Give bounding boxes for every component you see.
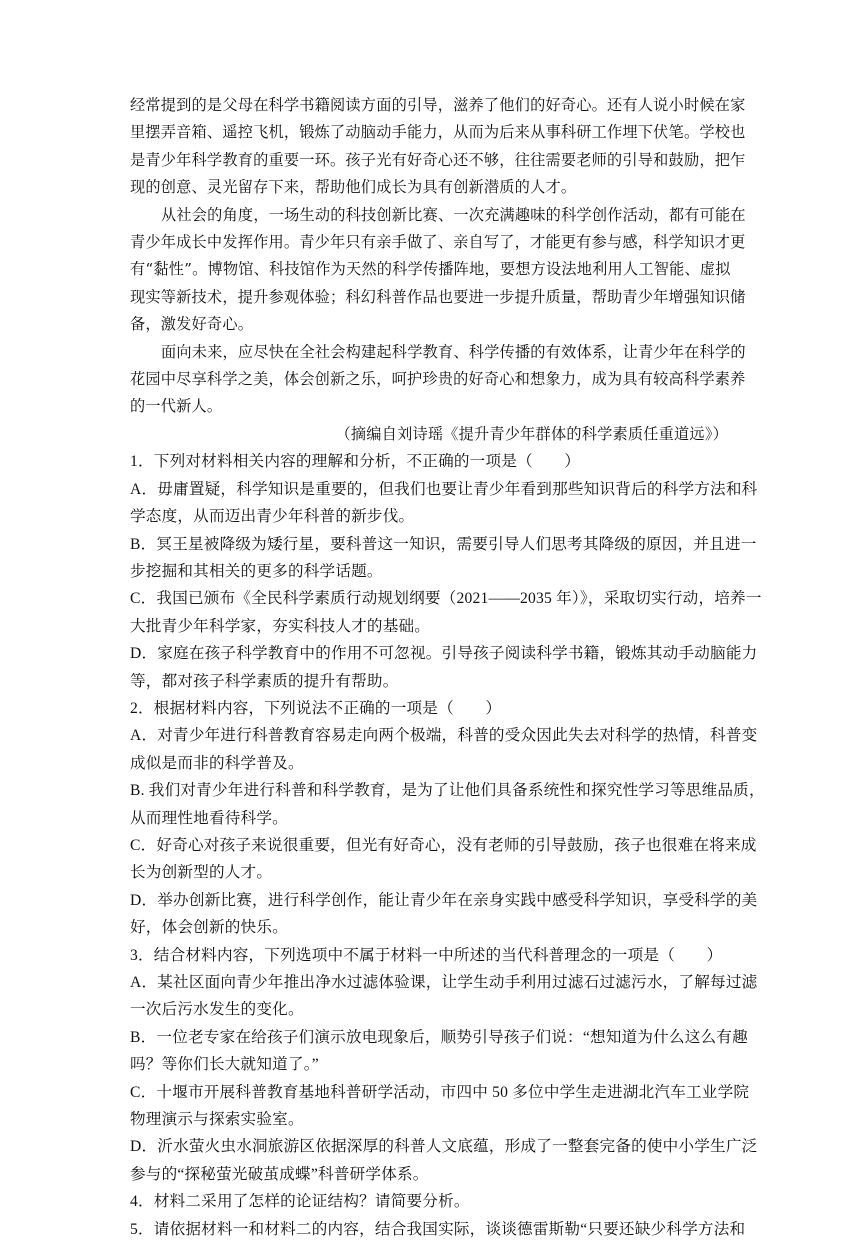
answer-option-line: A．某社区面向青少年推出净水过滤体验课，让学生动手利用过滤石过滤污水，了解每过滤 [130,974,758,991]
answer-option-line: D．家庭在孩子科学教育中的作用不可忽视。引导孩子阅读科学书籍，锻炼其动手动脑能力 [130,645,758,663]
passage-paragraph-line: 经常提到的是父母在科学书籍阅读方面的引导，滋养了他们的好奇心。还有人说小时候在家 [130,96,746,114]
passage-paragraph-line: 从社会的角度，一场生动的科技创新比赛、一次充满趣味的科学创作活动，都有可能在 [161,205,746,224]
answer-option-line: B．一位老专家在给孩子们演示放电现象后，顺势引导孩子们说：“想知道为什么这么有趣 [130,1028,748,1046]
answer-option-line: A．对青少年进行科普教育容易走向两个极端，科普的受众因此失去对科学的热情，科普变 [130,727,758,745]
answer-option-line: 步挖掘和其相关的更多的科学话题。 [130,562,383,580]
passage-paragraph-line: 备，激发好奇心。 [130,315,254,334]
answer-option-line: 学态度，从而迈出青少年科普的新步伐。 [130,508,415,526]
question-stem: 1．下列对材料相关内容的理解和分析，不正确的一项是（ ） [130,453,581,471]
answer-option-line: 一次后污水发生的变化。 [130,1001,304,1019]
answer-option-line: 从而理性地看待科学。 [130,809,288,827]
passage-paragraph-line: 现的创意、灵光留存下来，帮助他们成长为具有创新潜质的人才。 [130,178,577,197]
answer-option-line: 等，都对孩子科学素质的提升有帮助。 [130,672,399,690]
passage-paragraph-line: 面向未来，应尽快在全社会构建起科学教育、科学传播的有效体系，让青少年在科学的 [161,342,746,361]
answer-option-line: D．举办创新比赛，进行科学创作，能让青少年在亲身实践中感受科学知识，享受科学的美 [130,891,758,909]
answer-option-line: 好，体会创新的快乐。 [130,919,288,937]
question-stem: 2．根据材料内容，下列说法不正确的一项是（ ） [130,699,502,717]
document-content [130,92,765,1243]
passage-paragraph-line: 是青少年科学教育的重要一环。孩子光有好奇心还不够，往往需要老师的引导和鼓励，把乍 [130,150,746,169]
answer-option-line: C．我国已颁布《全民科学素质行动规划纲要（2021——2035 年）》，采取切实行动，培养一 [130,590,762,608]
answer-option-line: 长为创新型的人才。 [130,864,273,882]
answer-option-line: 参与的“探秘萤光破茧成蝶”科普研学体系。 [130,1165,429,1183]
answer-option-line: A．毋庸置疑，科学知识是重要的，但我们也要让青少年看到那些知识背后的科学方法和科 [130,480,758,498]
passage-paragraph-line: 花园中尽享科学之美，体会创新之乐，呵护珍贵的好奇心和想象力，成为具有较高科学素养 [130,370,746,389]
passage-paragraph-line: 有“黏性”。博物馆、科技馆作为天然的科学传播阵地，要想方设法地利用人工智能、虚拟 [130,260,731,279]
answer-option-line: 吗？等你们长大就知道了。” [130,1056,319,1074]
question-stem: 4．材料二采用了怎样的论证结构？请简要分析。 [130,1193,470,1211]
answer-option-line: B. 我们对青少年进行科普和科学教育，是为了让他们具备系统性和探究性学习等思维品质， [130,782,765,800]
answer-option-line: D．沂水萤火虫水洞旅游区依据深厚的科普人文底蕴，形成了一整套完备的使中小学生广泛 [130,1138,758,1156]
answer-option-line: 成似是而非的科学普及。 [130,754,304,772]
passage-paragraph-line: 的一代新人。 [130,397,223,416]
passage-paragraph-line: 青少年成长中发挥作用。青少年只有亲手做了、亲自写了，才能更有参与感，科学知识才更 [130,233,746,252]
answer-option-line: C．十堰市开展科普教育基地科普研学活动，市四中 50 多位中学生走进湖北汽车工业学院 [130,1083,750,1101]
passage-paragraph-line: 现实等新技术，提升参观体验；科幻科普作品也要进一步提升质量，帮助青少年增强知识储 [130,287,746,306]
source-citation: （摘编自刘诗瑶《提升青少年群体的科学素质任重道远》） [335,424,728,443]
answer-option-line: C．好奇心对孩子来说很重要，但光有好奇心，没有老师的引导鼓励，孩子也很难在将来成 [130,836,757,854]
question-stem: 3．结合材料内容，下列选项中不属于材料一中所述的当代科普理念的一项是（ ） [130,946,723,964]
answer-option-line: 大批青少年科学家，夯实科技人才的基础。 [130,617,431,635]
answer-option-line: B．冥王星被降级为矮行星，要科普这一知识，需要引导人们思考其降级的原因，并且进一 [130,535,757,553]
answer-option-line: 物理演示与探索实验室。 [130,1111,304,1129]
question-stem: 5．请依据材料一和材料二的内容，结合我国实际，谈谈德雷斯勒“只要还缺少科学方法和 [130,1220,746,1238]
passage-paragraph-line: 里摆弄音箱、遥控飞机，锻炼了动脑动手能力，从而为后来从事科研工作埋下伏笔。学校也 [130,123,746,142]
